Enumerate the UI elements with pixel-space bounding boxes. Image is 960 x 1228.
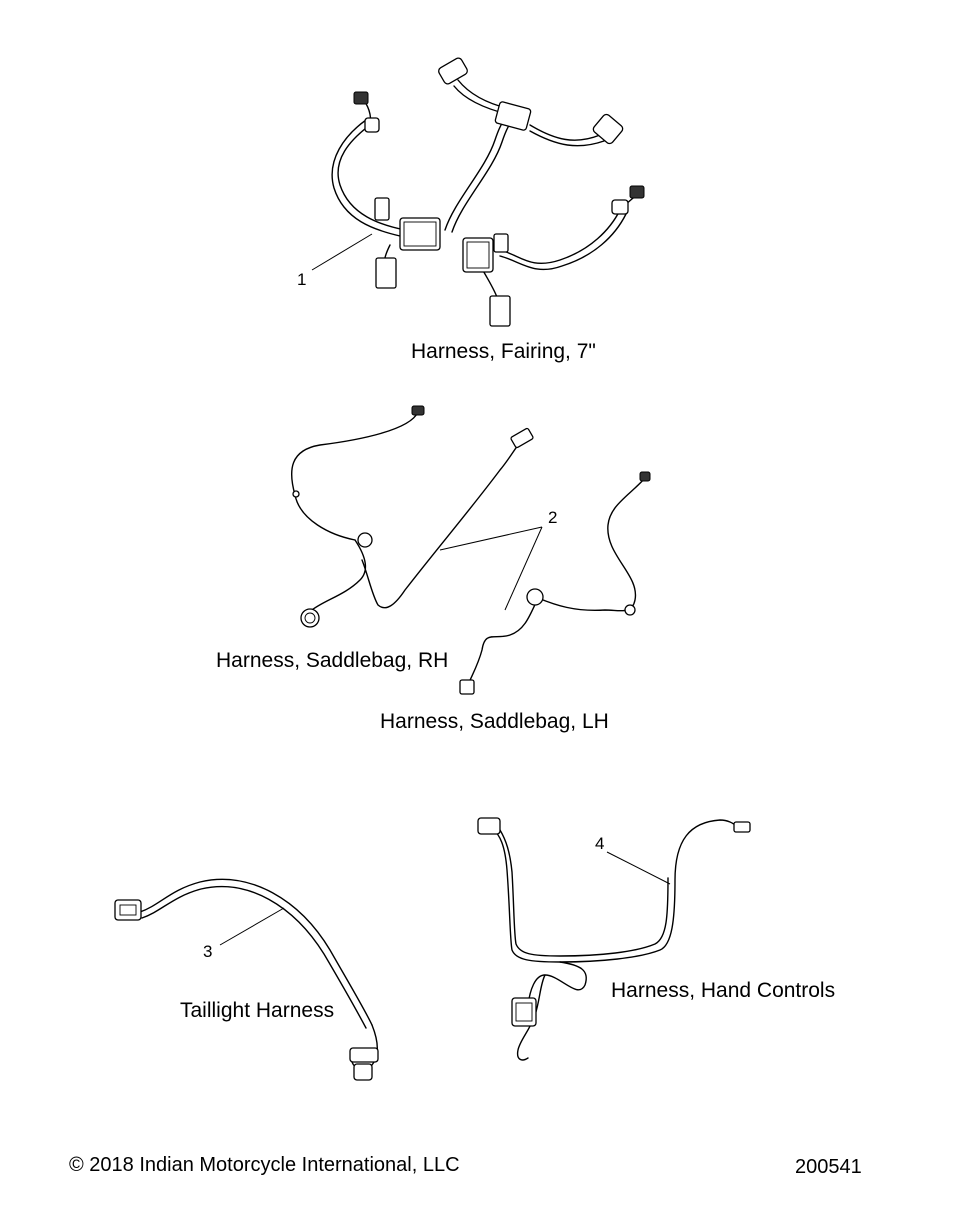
callout-4-leader (607, 852, 670, 884)
hand-controls-harness-drawing (478, 818, 750, 1060)
label-fairing-harness: Harness, Fairing, 7" (411, 340, 596, 363)
figure-number: 200541 (795, 1156, 862, 1178)
saddlebag-rh-harness-drawing (292, 406, 534, 627)
saddlebag-lh-harness-drawing (460, 472, 650, 694)
copyright-notice: © 2018 Indian Motorcycle International, LLC (69, 1154, 460, 1176)
callout-2-number: 2 (548, 508, 558, 527)
label-saddlebag-rh: Harness, Saddlebag, RH (216, 649, 449, 672)
callout-3-number: 3 (203, 942, 213, 961)
fairing-harness-drawing (332, 57, 644, 326)
label-taillight-harness: Taillight Harness (180, 999, 335, 1022)
callout-3-leader (220, 908, 284, 945)
callout-1-number: 1 (297, 270, 307, 289)
label-hand-controls-harness: Harness, Hand Controls (611, 979, 836, 1002)
label-saddlebag-lh: Harness, Saddlebag, LH (380, 710, 609, 733)
taillight-harness-drawing (115, 879, 378, 1080)
callout-4-number: 4 (595, 834, 605, 853)
callout-1-leader (312, 234, 372, 270)
callout-2-leader-a (440, 527, 542, 550)
